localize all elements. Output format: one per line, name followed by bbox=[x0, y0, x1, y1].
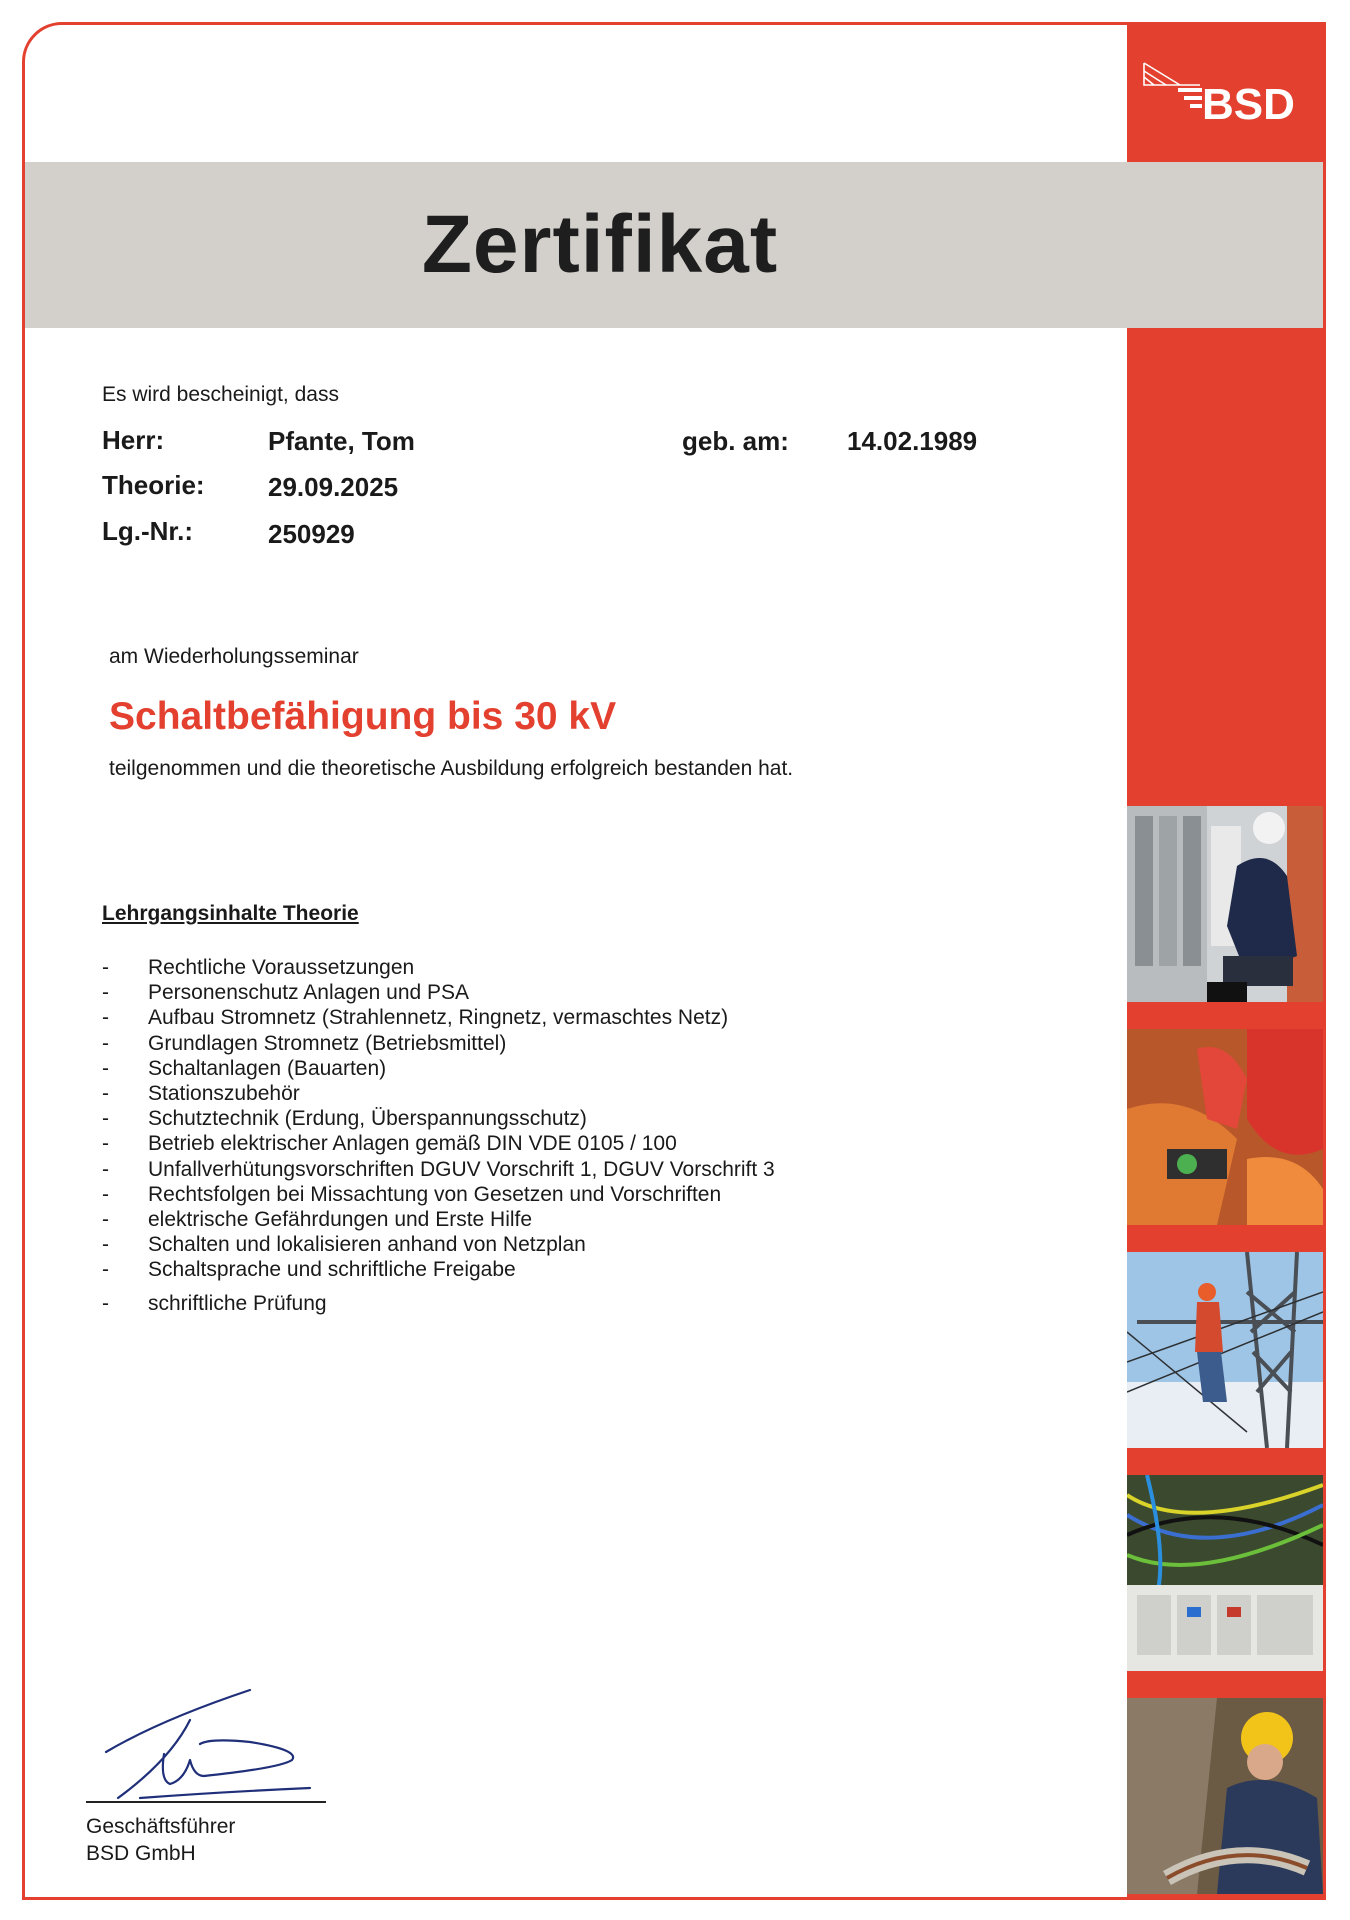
list-item: - elektrische Gefährdungen und Erste Hilfe bbox=[102, 1207, 533, 1231]
salutation-label: Herr: bbox=[102, 425, 165, 455]
signatory-role: Geschäftsführer bbox=[86, 1815, 236, 1838]
list-item: - Stationszubehör bbox=[102, 1081, 300, 1105]
seminar-intro: am Wiederholungsseminar bbox=[109, 645, 359, 668]
intro-text: Es wird bescheinigt, dass bbox=[102, 383, 339, 406]
signatory-company: BSD GmbH bbox=[86, 1842, 196, 1865]
contents-list bbox=[102, 955, 775, 1317]
pylon-climber-photo bbox=[1127, 1252, 1323, 1448]
handwritten-signature bbox=[100, 1680, 320, 1810]
title-band bbox=[25, 162, 1323, 328]
person-name: Pfante, Tom bbox=[268, 426, 415, 456]
list-item: - Unfallverhütungsvorschriften DGUV Vorschrift 1, DGUV Vorschrift 3 bbox=[102, 1157, 775, 1181]
wiring-panel-photo bbox=[1127, 1475, 1323, 1671]
list-item: - Grundlagen Stromnetz (Betriebsmittel) bbox=[102, 1031, 507, 1055]
seminar-result: teilgenommen und die theoretische Ausbildung erfolgreich bestanden hat. bbox=[109, 757, 794, 780]
insulated-gloves-photo bbox=[1127, 1029, 1323, 1225]
course-no-label: Lg.-Nr.: bbox=[102, 516, 193, 546]
birth-label: geb. am: bbox=[682, 426, 789, 456]
list-item: - Schutztechnik (Erdung, Überspannungsschutz) bbox=[102, 1107, 587, 1131]
contents-heading: Lehrgangsinhalte Theorie bbox=[102, 902, 359, 925]
list-item: - Aufbau Stromnetz (Strahlennetz, Ringnetz, vermaschtes Netz) bbox=[102, 1006, 729, 1030]
list-item: - Betrieb elektrischer Anlagen gemäß DIN VDE 0105 / 100 bbox=[102, 1132, 677, 1156]
list-item: - Rechtsfolgen bei Missachtung von Gesetzen und Vorschriften bbox=[102, 1182, 722, 1206]
list-item: - Rechtliche Voraussetzungen bbox=[102, 956, 415, 979]
list-item: - Schaltsprache und schriftliche Freigabe bbox=[102, 1258, 516, 1282]
theory-label: Theorie: bbox=[102, 470, 205, 500]
course-title: Schaltbefähigung bis 30 kV bbox=[109, 695, 617, 738]
cable-worker-photo bbox=[1127, 1698, 1323, 1894]
switchgear-technician-photo bbox=[1127, 806, 1323, 1002]
list-item: - Personenschutz Anlagen und PSA bbox=[102, 981, 470, 1005]
signature-line bbox=[86, 1801, 326, 1803]
logo-text: BSD bbox=[1202, 80, 1295, 125]
bsd-logo-icon bbox=[1140, 55, 1310, 125]
list-item: - Schaltanlagen (Bauarten) bbox=[102, 1056, 387, 1080]
theory-date: 29.09.2025 bbox=[268, 472, 399, 502]
birth-date: 14.02.1989 bbox=[847, 426, 978, 456]
page-title: Zertifikat bbox=[421, 199, 779, 290]
list-item: - Schalten und lokalisieren anhand von Netzplan bbox=[102, 1233, 586, 1257]
list-item: - schriftliche Prüfung bbox=[102, 1292, 327, 1316]
course-no: 250929 bbox=[268, 519, 355, 549]
